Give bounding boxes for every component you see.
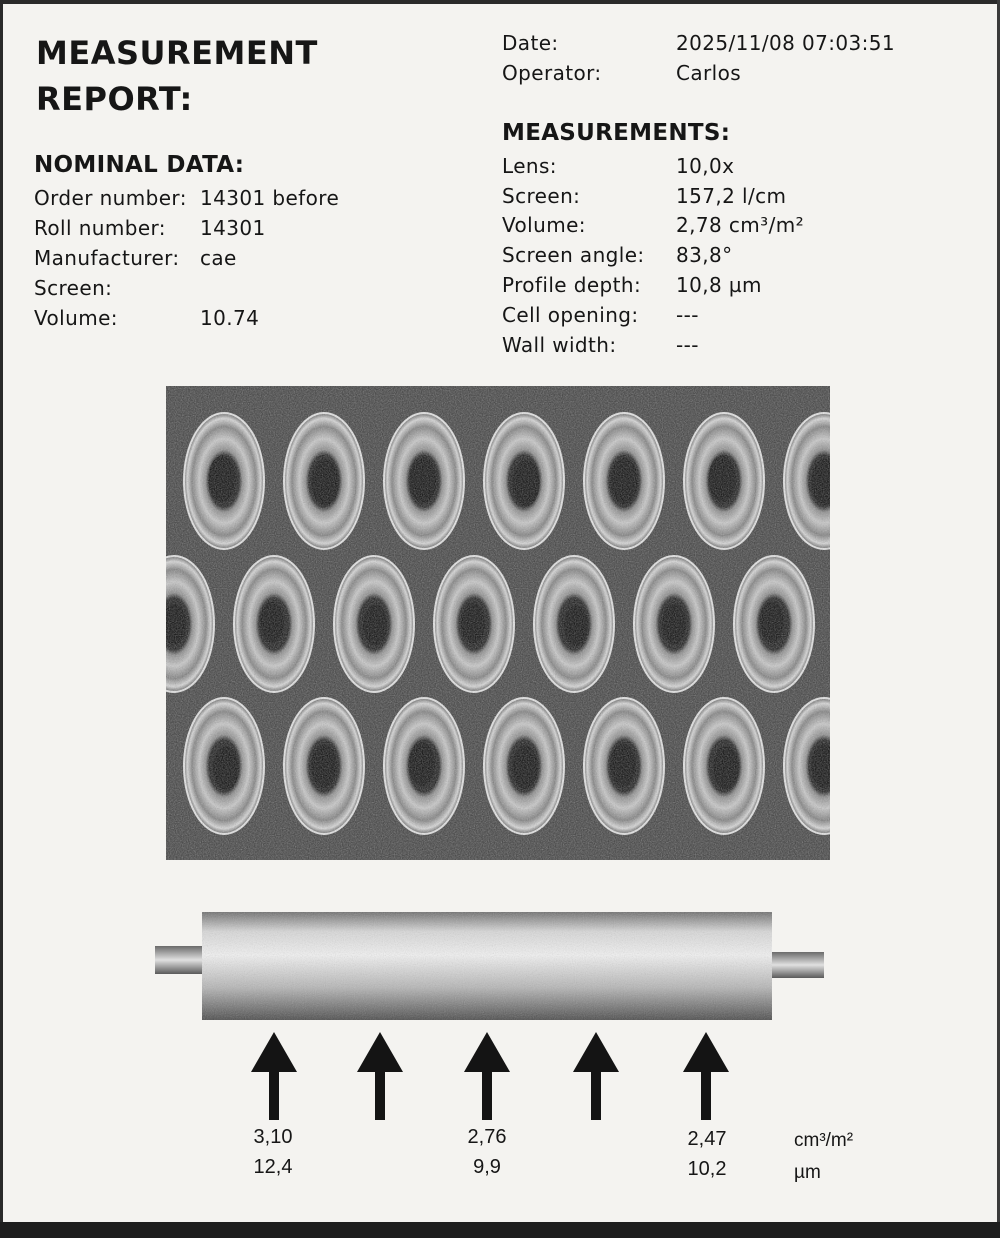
roller-right-shaft: [772, 952, 824, 978]
reading-volume: 2,76: [467, 1126, 507, 1148]
measurement-value: 10,8 µm: [676, 273, 762, 297]
reading-depth: 9,9: [473, 1156, 501, 1178]
nominal-value: 14301 before: [200, 186, 340, 210]
reading-depth: 10,2: [687, 1158, 727, 1180]
measurement-label: Lens:: [502, 154, 557, 178]
date-value: 2025/11/08 07:03:51: [676, 31, 896, 55]
nominal-label: Order number:: [34, 186, 187, 210]
measurement-value: 83,8°: [676, 243, 733, 267]
report-title-line-1: MEASUREMENT: [36, 34, 318, 72]
measure-point-arrow-3: [462, 1030, 512, 1122]
nominal-label: Volume:: [34, 306, 118, 330]
measure-point-arrow-1: [249, 1030, 299, 1122]
page-left-edge: [0, 0, 3, 1238]
measurement-label: Cell opening:: [502, 303, 639, 327]
roller-left-shaft: [155, 946, 203, 974]
cell-micrograph-image: [166, 386, 830, 860]
measurement-label: Volume:: [502, 213, 586, 237]
measurement-value: 10,0x: [676, 154, 735, 178]
operator-label: Operator:: [502, 61, 602, 85]
anilox-roller-illustration: [150, 900, 830, 1040]
measurement-label: Screen:: [502, 184, 581, 208]
nominal-label: Roll number:: [34, 216, 166, 240]
report-title-line-2: REPORT:: [36, 80, 193, 118]
nominal-label: Screen:: [34, 276, 113, 300]
measurement-value: 157,2 l/cm: [676, 184, 787, 208]
nominal-label: Manufacturer:: [34, 246, 180, 270]
reading-depth: 12,4: [253, 1156, 293, 1178]
measurement-label: Screen angle:: [502, 243, 645, 267]
roller-reading-center: [447, 1122, 527, 1182]
date-label: Date:: [502, 31, 559, 55]
measure-point-arrow-2: [355, 1030, 405, 1122]
measurement-value: ---: [676, 303, 699, 327]
measurement-value: ---: [676, 333, 699, 357]
report-title: [36, 30, 356, 122]
nominal-value: 14301: [200, 216, 266, 240]
operator-value: Carlos: [676, 61, 742, 85]
page-top-edge: [0, 0, 1000, 4]
volume-unit-label: cm³/m²: [794, 1130, 854, 1151]
measurements-heading: MEASUREMENTS:: [502, 120, 731, 146]
depth-unit-label: µm: [794, 1162, 821, 1183]
roller-reading-right: [667, 1124, 747, 1184]
reading-volume: 3,10: [253, 1126, 293, 1148]
measurement-label: Wall width:: [502, 333, 617, 357]
measure-point-arrow-5: [681, 1030, 731, 1122]
measurement-label: Profile depth:: [502, 273, 642, 297]
nominal-data-heading: NOMINAL DATA:: [34, 152, 245, 178]
measure-point-arrow-4: [571, 1030, 621, 1122]
roller-texture: [202, 912, 772, 1020]
nominal-value: cae: [200, 246, 237, 270]
reading-volume: 2,47: [687, 1128, 727, 1150]
micrograph-grain: [166, 386, 830, 860]
scan-bottom-shadow: [0, 1222, 1000, 1238]
measurement-value: 2,78 cm³/m²: [676, 213, 805, 237]
nominal-value: 10.74: [200, 306, 260, 330]
roller-reading-left: [233, 1122, 313, 1182]
